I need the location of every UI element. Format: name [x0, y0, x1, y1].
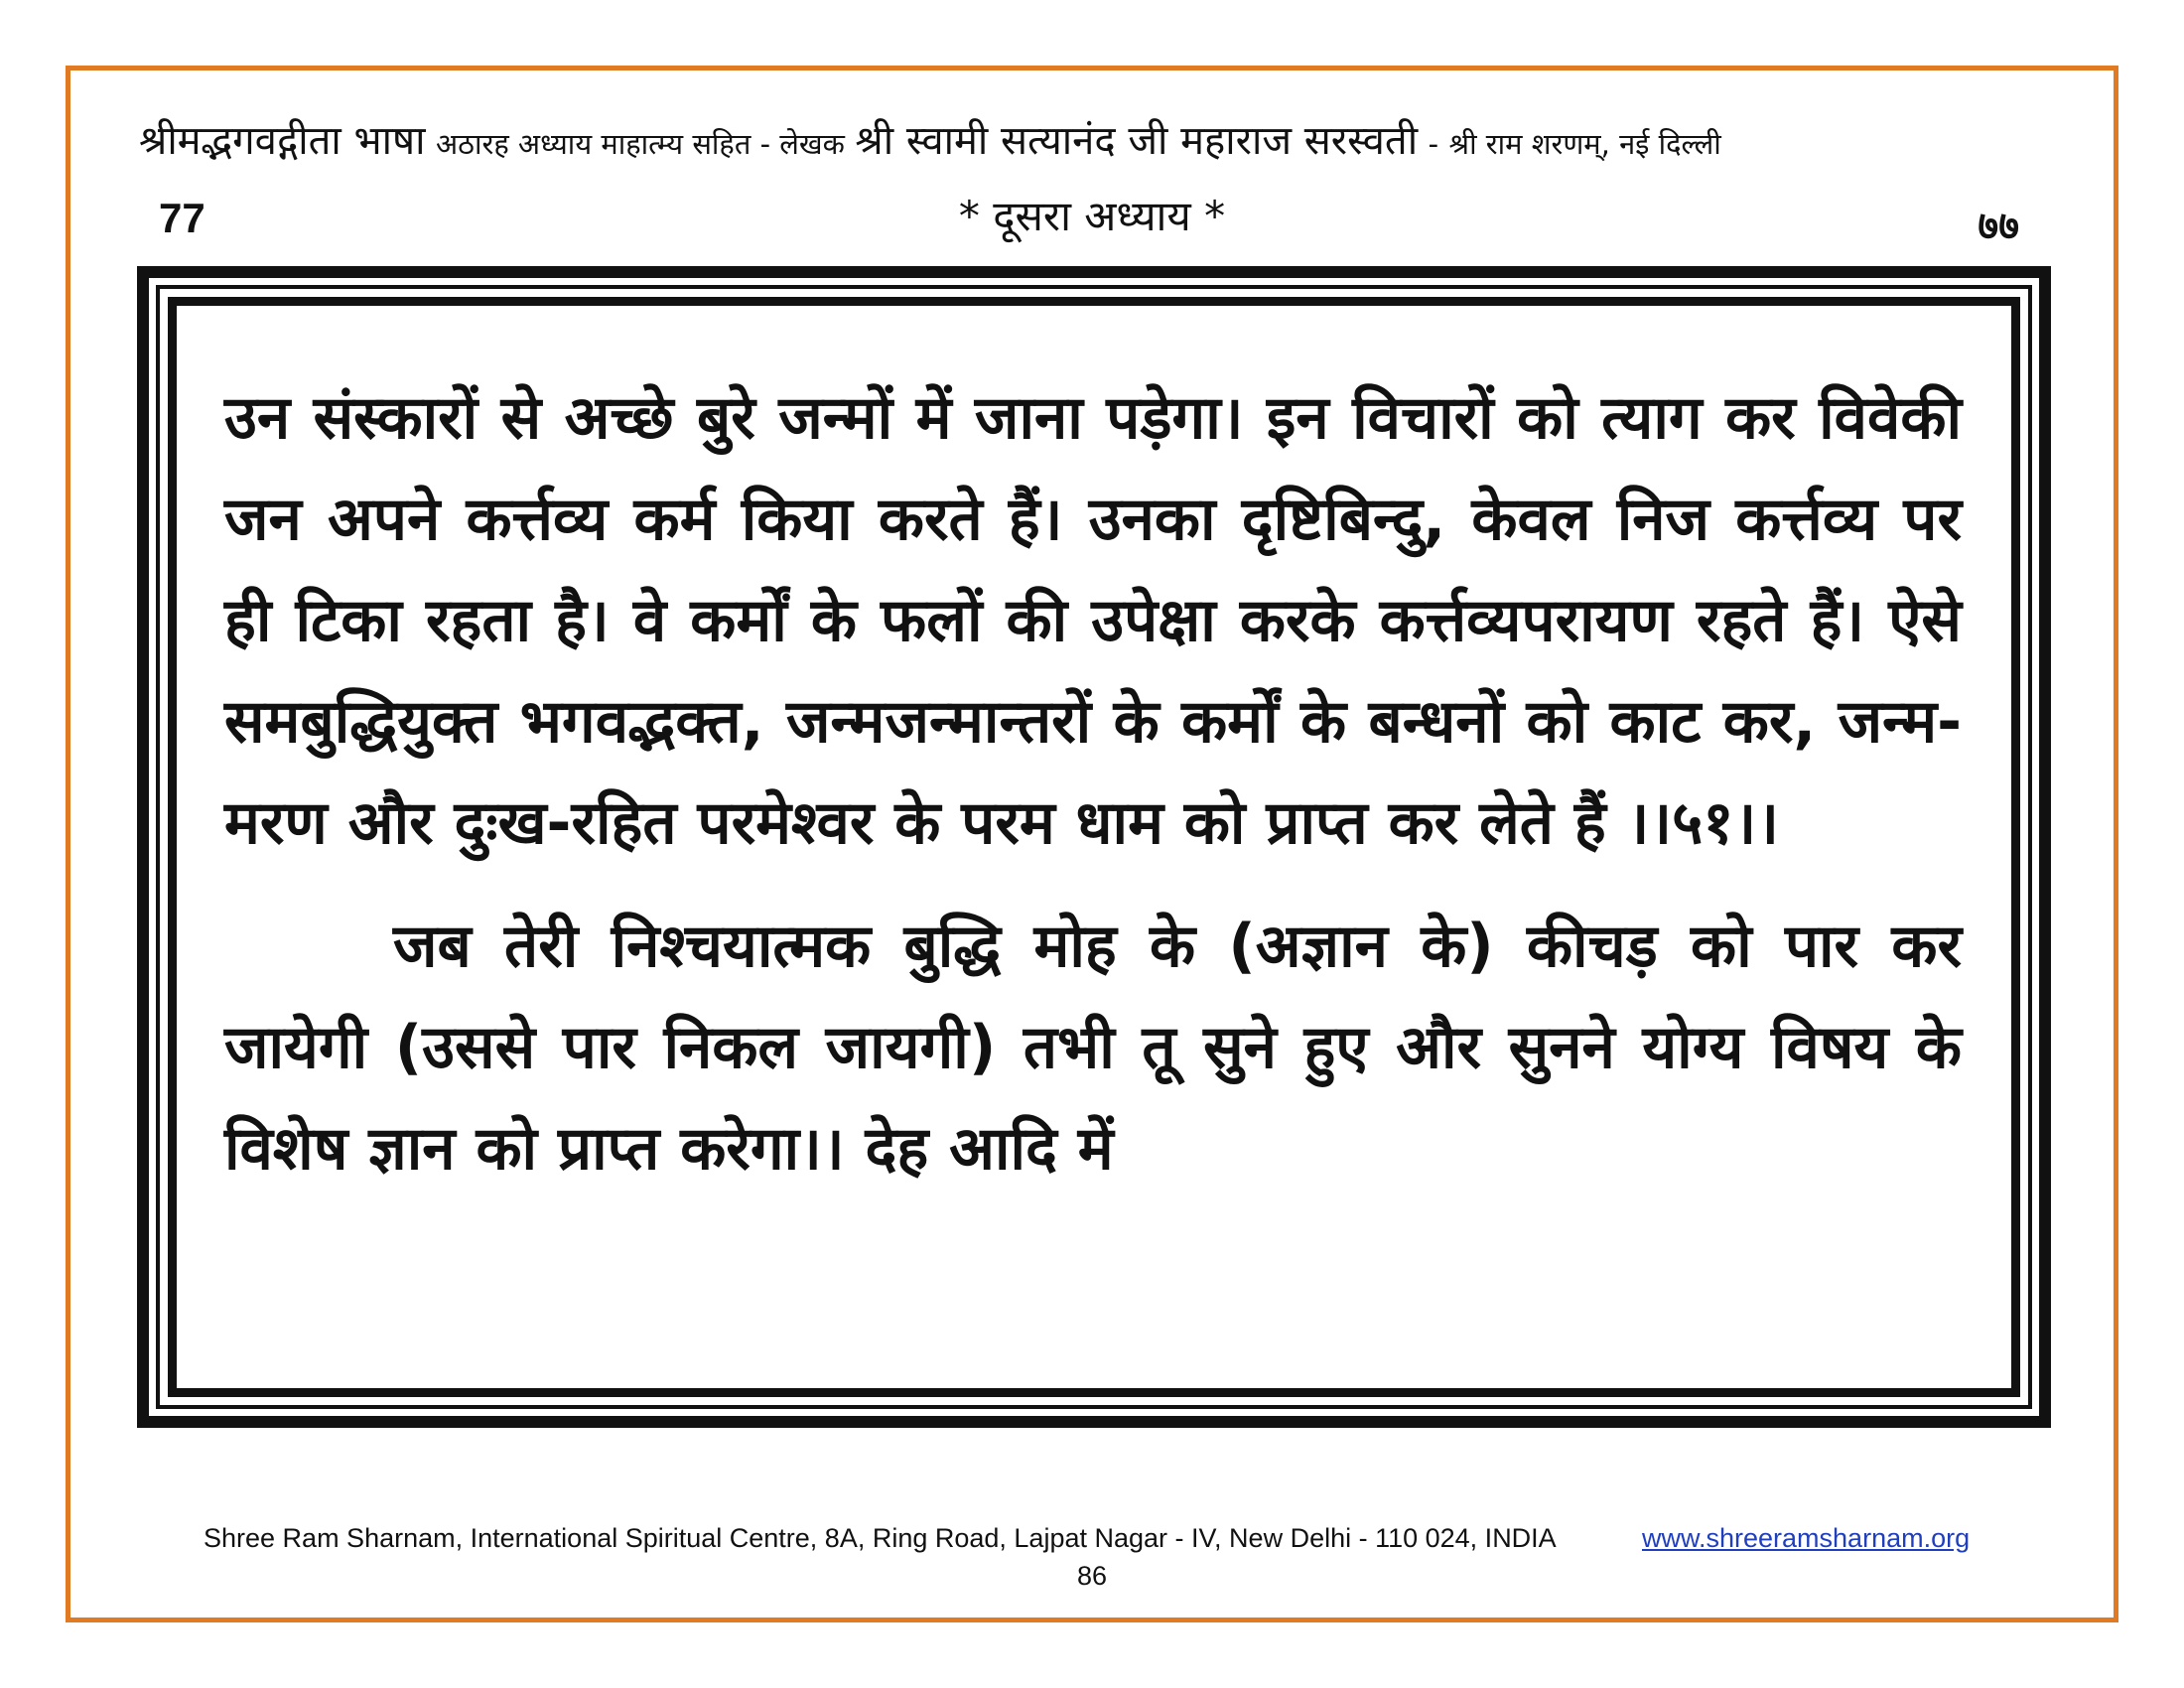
- paragraph-1: उन संस्कारों से अच्छे बुरे जन्मों में जाना पड़ेगा। इन विचारों को त्याग कर विवेकी जन अपने कर्त्तव्य कर्म किया करते हैं। उनका दृष्टिबिन्दु, केवल निज कर्त्तव्य पर ही टिका रहता है। वे कर्मों के फलों की उपेक्षा करके कर्त्तव्यपरायण रहते हैं। ऐसे समबुद्धियुक्त भगवद्भक्त, जन्मजन्मान्तरों के कर्मों के बन्धनों को काट कर, जन्म-मरण और दुःख-रहित परमेश्वर के परम धाम को प्राप्त कर लेते हैं ।।५१।।: [224, 383, 1962, 858]
- paragraph-2: जब तेरी निश्चयात्मक बुद्धि मोह के (अज्ञान के) कीचड़ को पार कर जायेगी (उससे पार निकल जायगी) तभी तू सुने हुए और सुनने योग्य विषय के विशेष ज्ञान को प्राप्त करेगा।। देह आदि में: [224, 912, 1962, 1184]
- page-number-right: ७७: [1978, 204, 2019, 249]
- page-number-left: 77: [159, 195, 205, 241]
- book-title: श्रीमद्भगवद्गीता भाषा: [139, 118, 426, 164]
- header-separator: -: [1428, 127, 1439, 161]
- chapter-title: * दूसरा अध्याय *: [958, 192, 1226, 240]
- text-box-content: [224, 367, 1962, 1199]
- header-subtitle: अठारह अध्याय माहात्म्य सहित - लेखक: [435, 127, 845, 161]
- footer-page-number: 86: [1076, 1561, 1108, 1591]
- header-line: [139, 117, 2065, 168]
- header-author: श्री स्वामी सत्यानंद जी महाराज सरस्वती: [855, 118, 1419, 164]
- footer-website-link[interactable]: www.shreeramsharnam.org: [1642, 1523, 1971, 1553]
- footer-address: Shree Ram Sharnam, International Spiritual Centre, 8A, Ring Road, Lajpat Nagar - IV, New Delhi - 110 024, INDIA: [204, 1523, 1557, 1553]
- header-publisher: श्री राम शरणम्, नई दिल्ली: [1448, 127, 1721, 161]
